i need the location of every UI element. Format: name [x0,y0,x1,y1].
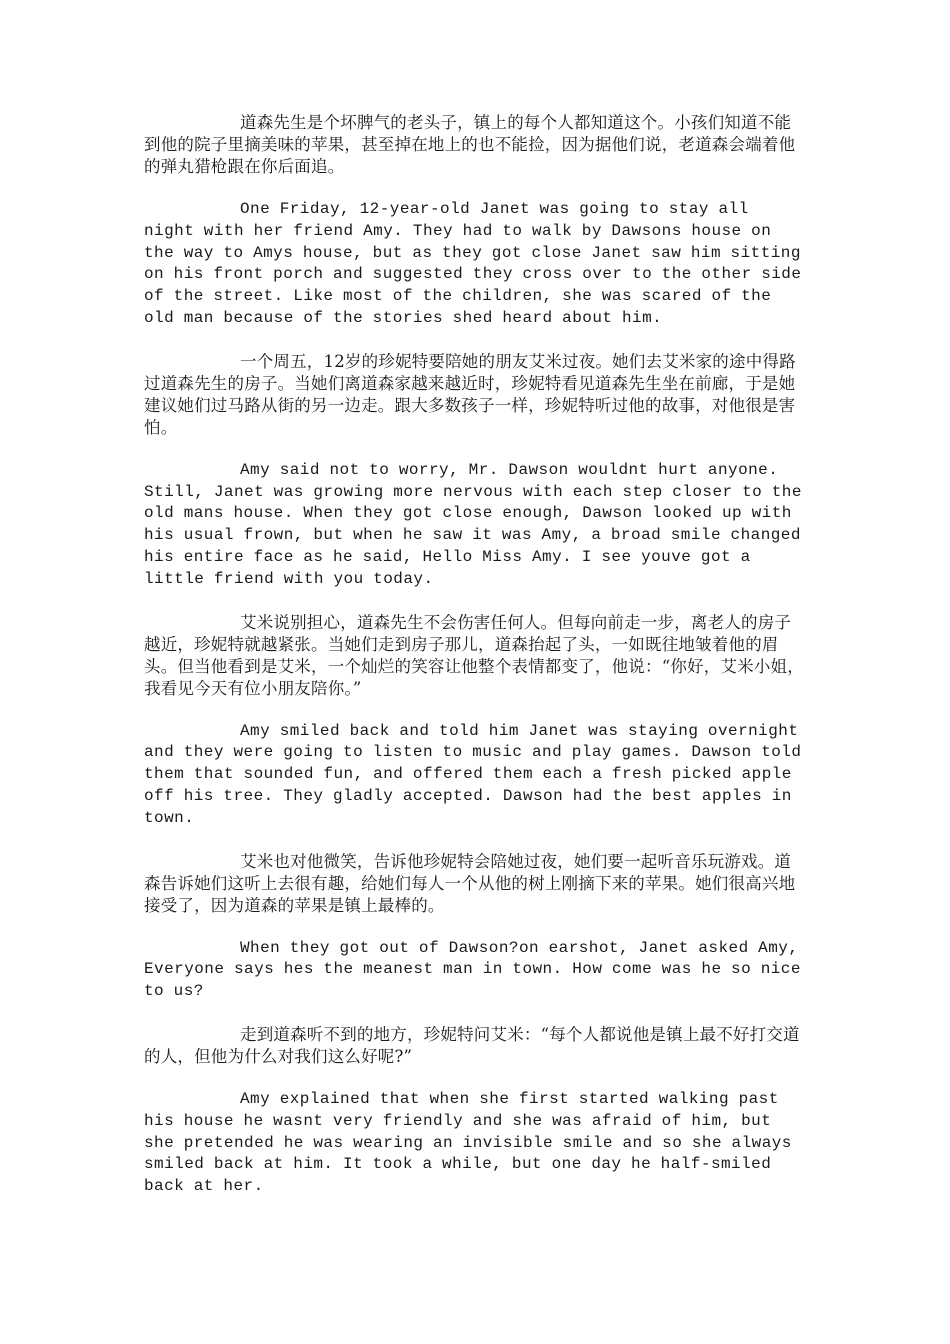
paragraph-en-1: One Friday, 12-year-old Janet was going to stay all night with her friend Amy. They had to walk by Dawsons house on the way to Amys house, but as they got close Janet saw him sitting on his front porch and suggested they cross over to the other side of the street. Like most of the children, she was scared of the old man because of the stories shed heard about him. [144,200,802,327]
paragraph-zh-1: 道森先生是个坏脾气的老头子，镇上的每个人都知道这个。小孩们知道不能到他的院子里摘美味的苹果，甚至掉在地上的也不能捡，因为据他们说，老道森会端着他的弹丸猎枪跟在你后面追。 [144,113,796,176]
document-page [144,112,806,1198]
paragraph-en-5: Amy explained that when she first started walking past his house he wasnt very friendly and she was afraid of him, but she pretended he was wearing an invisible smile and so she always smiled back at him. It took a while, but one day he half-smiled back at her. [144,1089,792,1196]
paragraph-zh-5: 走到道森听不到的地方，珍妮特问艾米：“每个人都说他是镇上最不好打交道的人，但他为什么对我们这么好呢?” [144,1024,800,1066]
paragraph-en-4: When they got out of Dawson?on earshot, Janet asked Amy, Everyone says hes the meanest man in town. How come was he so nice to us? [144,938,801,1001]
paragraph-en-3: Amy smiled back and told him Janet was staying overnight and they were going to listen to music and play games. Dawson told them that sounded fun, and offered them each a fresh picked apple off his tree. They gladly accepted. Dawson had the best apples in town. [144,721,802,827]
paragraph-en-2: Amy said not to worry, Mr. Dawson wouldnt hurt anyone. Still, Janet was growing more nervous with each step closer to the old mans house. When they got close enough, Dawson looked up with his usual frown, but when he saw it was Amy, a broad smile changed his entire face as he said, Hello Miss Amy. I see youve got a little friend with you today. [144,460,802,588]
paragraph-zh-2: 一个周五，12岁的珍妮特要陪她的朋友艾米过夜。她们去艾米家的途中得路过道森先生的房子。当她们离道森家越来越近时，珍妮特看见道森先生坐在前廊，于是她建议她们过马路从街的另一边走。跟大多数孩子一样，珍妮特听过他的故事，对他很是害怕。 [144,351,796,437]
paragraph-zh-4: 艾米也对他微笑，告诉他珍妮特会陪她过夜，她们要一起听音乐玩游戏。道森告诉她们这听上去很有趣，给她们每人一个从他的树上刚摘下来的苹果。她们很高兴地接受了，因为道森的苹果是镇上最棒的。 [144,851,796,915]
paragraph-zh-3: 艾米说别担心，道森先生不会伤害任何人。但每向前走一步，离老人的房子越近，珍妮特就越紧张。当她们走到房子那儿，道森抬起了头，一如既往地皱着他的眉头。但当他看到是艾米，一个灿烂的笑容让他整个表情都变了，他说：“你好，艾米小姐，我看见今天有位小朋友陪你。” [144,612,804,698]
